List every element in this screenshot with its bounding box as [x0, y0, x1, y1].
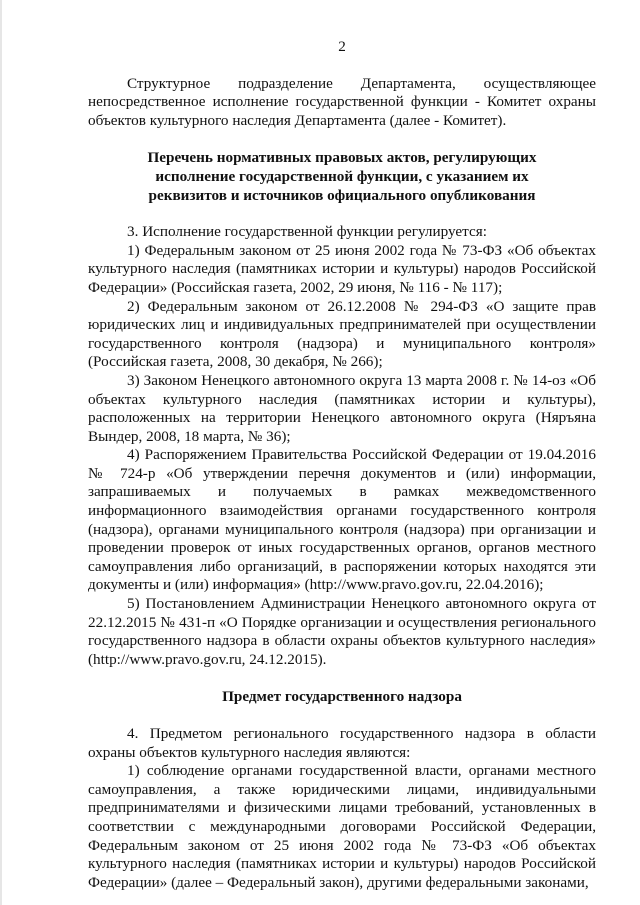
page-number: 2	[338, 38, 346, 55]
paragraph-item-1: 1) Федеральным законом от 25 июня 2002 года № 73-ФЗ «Об объектах культурного наследия (памятниках истории и культуры) народов Российской Федерации» (Российская газета, 2002, 29 июня, № 116 - № 117);	[88, 241, 596, 296]
scan-edge	[0, 0, 2, 905]
section-heading-subject: Предмет государственного надзора	[222, 688, 462, 706]
heading-line: реквизитов и источников официального опубликования	[148, 186, 536, 204]
heading-line: Перечень нормативных правовых актов, регулирующих	[147, 149, 537, 167]
intro-paragraph: Структурное подразделение Департамента, осуществляющее непосредственное исполнение государственной функции - Комитет охраны объектов культурного наследия Департамента (далее - Комитет).	[88, 74, 596, 129]
paragraph-3-intro: 3. Исполнение государственной функции регулируется:	[127, 223, 487, 241]
paragraph-item-4: 4) Распоряжением Правительства Российской Федерации от 19.04.2016 № 724-р «Об утверждении перечня документов и (или) информации, запрашиваемых и получаемых в рамках межведомственного информационного взаимодействия органами государственного контроля (надзора), органами муниципального контроля (надзора) при организации и проведении проверок от иных государственных органов, органов местного самоуправления либо организаций, в распоряжении которых находятся эти документы и (или) информация» (http://www.pravo.gov.ru, 22.04.2016);	[88, 446, 596, 594]
section-heading-legal-acts	[88, 149, 596, 205]
paragraph-subject-item-1: 1) соблюдение органами государственной власти, органами местного самоуправления, а также юридическими лицами, индивидуальными предпринимателями и физическими лицами требований, установленных в соответствии с международными договорами Российской Федерации, Федеральным законом от 25 июня 2002 года № 73-ФЗ «Об объектах культурного наследия (памятниках истории и культуры) народов Российской Федерации» (далее – Федеральный закон), другими федеральными законами,	[88, 762, 596, 891]
heading-line: исполнение государственной функции, с указанием их	[155, 167, 529, 185]
paragraph-4-intro: 4. Предметом регионального государственного надзора в области охраны объектов культурного наследия являются:	[88, 725, 596, 761]
paragraph-item-2: 2) Федеральным законом от 26.12.2008 № 294-ФЗ «О защите прав юридических лиц и индивидуальных предпринимателей при осуществлении государственного контроля (надзора) и муниципального контроля» (Российская газета, 2008, 30 декабря, № 266);	[88, 297, 596, 371]
page-content	[88, 32, 596, 892]
paragraph-item-3: 3) Законом Ненецкого автономного округа 13 марта 2008 г. № 14-оз «Об объектах культурного наследия (памятниках истории и культуры), расположенных на территории Ненецкого автономного округа (Няръяна Вындер, 2008, 18 марта, № 36);	[88, 371, 596, 445]
paragraph-item-5: 5) Постановлением Администрации Ненецкого автономного округа от 22.12.2015 № 431-п «О Порядке организации и осуществления регионального государственного надзора в области охраны объектов культурного наследия» (http://www.pravo.gov.ru, 24.12.2015).	[88, 595, 596, 668]
